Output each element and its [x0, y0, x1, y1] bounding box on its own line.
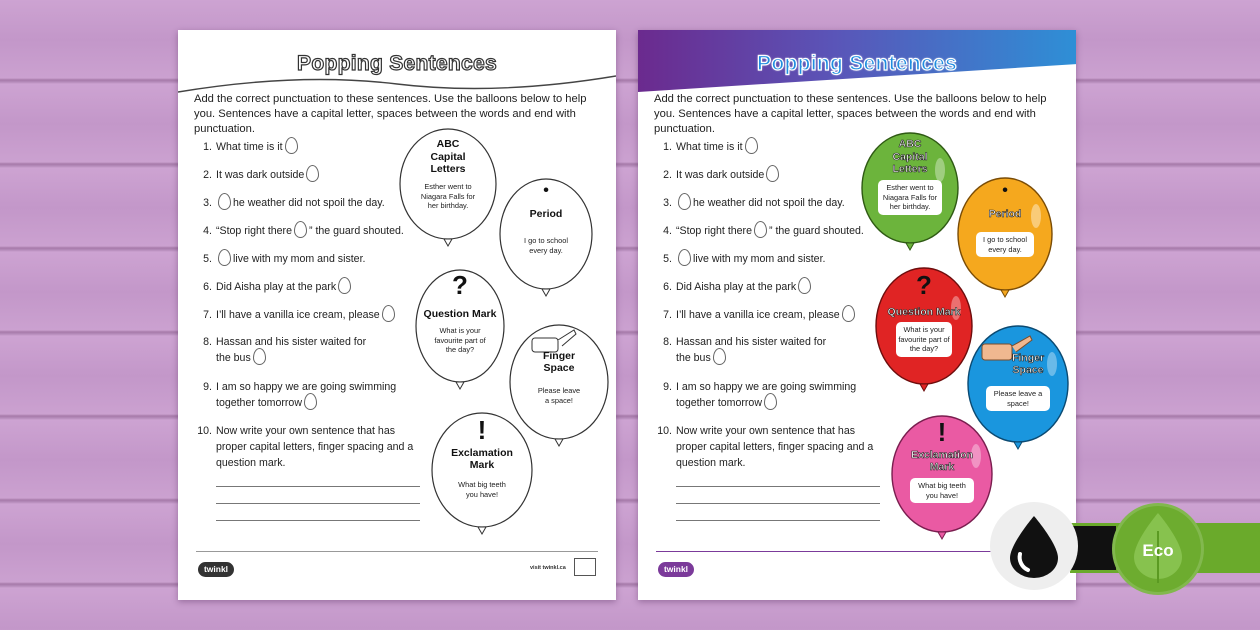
answer-bubble[interactable] [678, 249, 691, 266]
answer-bubble[interactable] [754, 221, 767, 238]
answer-bubble[interactable] [304, 393, 317, 410]
answer-bubble[interactable] [382, 305, 395, 322]
balloon-exclamation-mark: ! Exclamation Mark What big teeth you have! [890, 414, 994, 548]
writing-line[interactable] [216, 486, 420, 487]
worksheet-bw[interactable]: Popping Sentences Add the correct punctuation to these sentences. Use the balloons below to help you. Sentences have a capital letter, spaces between the words and end with punctuation. 1. What time is it 2. It was dark outside 3. he weather did not spoil the day. 4. “Stop right there ” the guard shouted. 5. live with my mom and sister. 6. Did Aisha play at the park 7. I’ll have a vanilla ice cream, please 8. Hassan and his sister waited for the bus 9. I am so happy we are going swimming together tomorrow 10. Now write your own sentence that has proper capital letters, finger spacing and a question mark. ABC Capital Letters Esther went to Niagara Falls for her birthday. • Period I go to school every day. ? Question Mark What is your favourite part of the day? Finger Space Please leave a space! ! Exclamation Mark What big teeth you have! twinkl visit twinkl.ca [178, 30, 616, 600]
ink-saver-badge[interactable] [990, 502, 1078, 590]
eco-badge[interactable] [1112, 503, 1204, 595]
balloon-exclamation-mark: ! Exclamation Mark What big teeth you have! [430, 412, 534, 544]
answer-bubble[interactable] [745, 137, 758, 154]
writing-line[interactable] [676, 486, 880, 487]
answer-bubble[interactable] [798, 277, 811, 294]
page-title: Popping Sentences [757, 52, 957, 75]
ink-drop-icon [1006, 514, 1062, 578]
writing-line[interactable] [216, 503, 420, 504]
footer-divider [196, 551, 598, 552]
balloon-period: • Period I go to school every day. [956, 176, 1054, 304]
answer-bubble[interactable] [713, 348, 726, 365]
balloon-question-mark: ? Question Mark What is your favourite part of the day? [414, 268, 506, 396]
page-title: Popping Sentences [297, 52, 497, 75]
balloon-period: • Period I go to school every day. [498, 178, 594, 306]
writing-line[interactable] [676, 520, 880, 521]
writing-line[interactable] [216, 520, 420, 521]
twinkl-logo[interactable]: twinkl [658, 562, 694, 577]
quality-badge-icon [574, 558, 596, 576]
eco-label: Eco [1142, 541, 1174, 560]
visit-link[interactable]: visit twinkl.ca [530, 565, 566, 571]
answer-bubble[interactable] [306, 165, 319, 182]
instructions: Add the correct punctuation to these sentences. Use the balloons below to help you. Sentences have a capital letter, spaces between the words and end with punctuation. [194, 93, 587, 135]
answer-bubble[interactable] [218, 249, 231, 266]
answer-bubble[interactable] [218, 193, 231, 210]
answer-bubble[interactable] [764, 393, 777, 410]
balloon-capital-letters: ABC Capital Letters Esther went to Niagara Falls for her birthday. [860, 132, 960, 260]
worksheet-color[interactable]: Popping Sentences Add the correct punctuation to these sentences. Use the balloons below to help you. Sentences have a capital letter, spaces between the words and end with punctuation. 1. What time is it 2. It was dark outside 3. he weather did not spoil the day. 4. “Stop right there ” the guard shouted. 5. live with my mom and sister. 6. Did Aisha play at the park 7. I’ll have a vanilla ice cream, please 8. Hassan and his sister waited for the bus 9. I am so happy we are going swimming together tomorrow 10. Now write your own sentence that has proper capital letters, finger spacing and a question mark. ABC Capital Letters Esther went to Niagara Falls for her birthday. • Period I go to school every day. ? Question Mark What is your favourite part of the day? Finger Space Please leave a space! ! Exclamation Mark What big teeth you have! twinkl [638, 30, 1076, 600]
answer-bubble[interactable] [253, 348, 266, 365]
answer-bubble[interactable] [842, 305, 855, 322]
twinkl-logo[interactable]: twinkl [198, 562, 234, 577]
answer-bubble[interactable] [338, 277, 351, 294]
instructions: Add the correct punctuation to these sentences. Use the balloons below to help you. Sentences have a capital letter, spaces between the words and end with punctuation. [654, 93, 1047, 135]
balloon-finger-space: Finger Space Please leave a space! [966, 324, 1070, 458]
balloon-question-mark: ? Question Mark What is your favourite part of the day? [874, 266, 974, 400]
balloon-finger-space: Finger Space Please leave a space! [508, 324, 610, 456]
answer-bubble[interactable] [766, 165, 779, 182]
answer-bubble[interactable] [285, 137, 298, 154]
balloon-capital-letters: ABC Capital Letters Esther went to Niagara Falls for her birthday. [398, 128, 498, 256]
writing-line[interactable] [676, 503, 880, 504]
answer-bubble[interactable] [678, 193, 691, 210]
answer-bubble[interactable] [294, 221, 307, 238]
